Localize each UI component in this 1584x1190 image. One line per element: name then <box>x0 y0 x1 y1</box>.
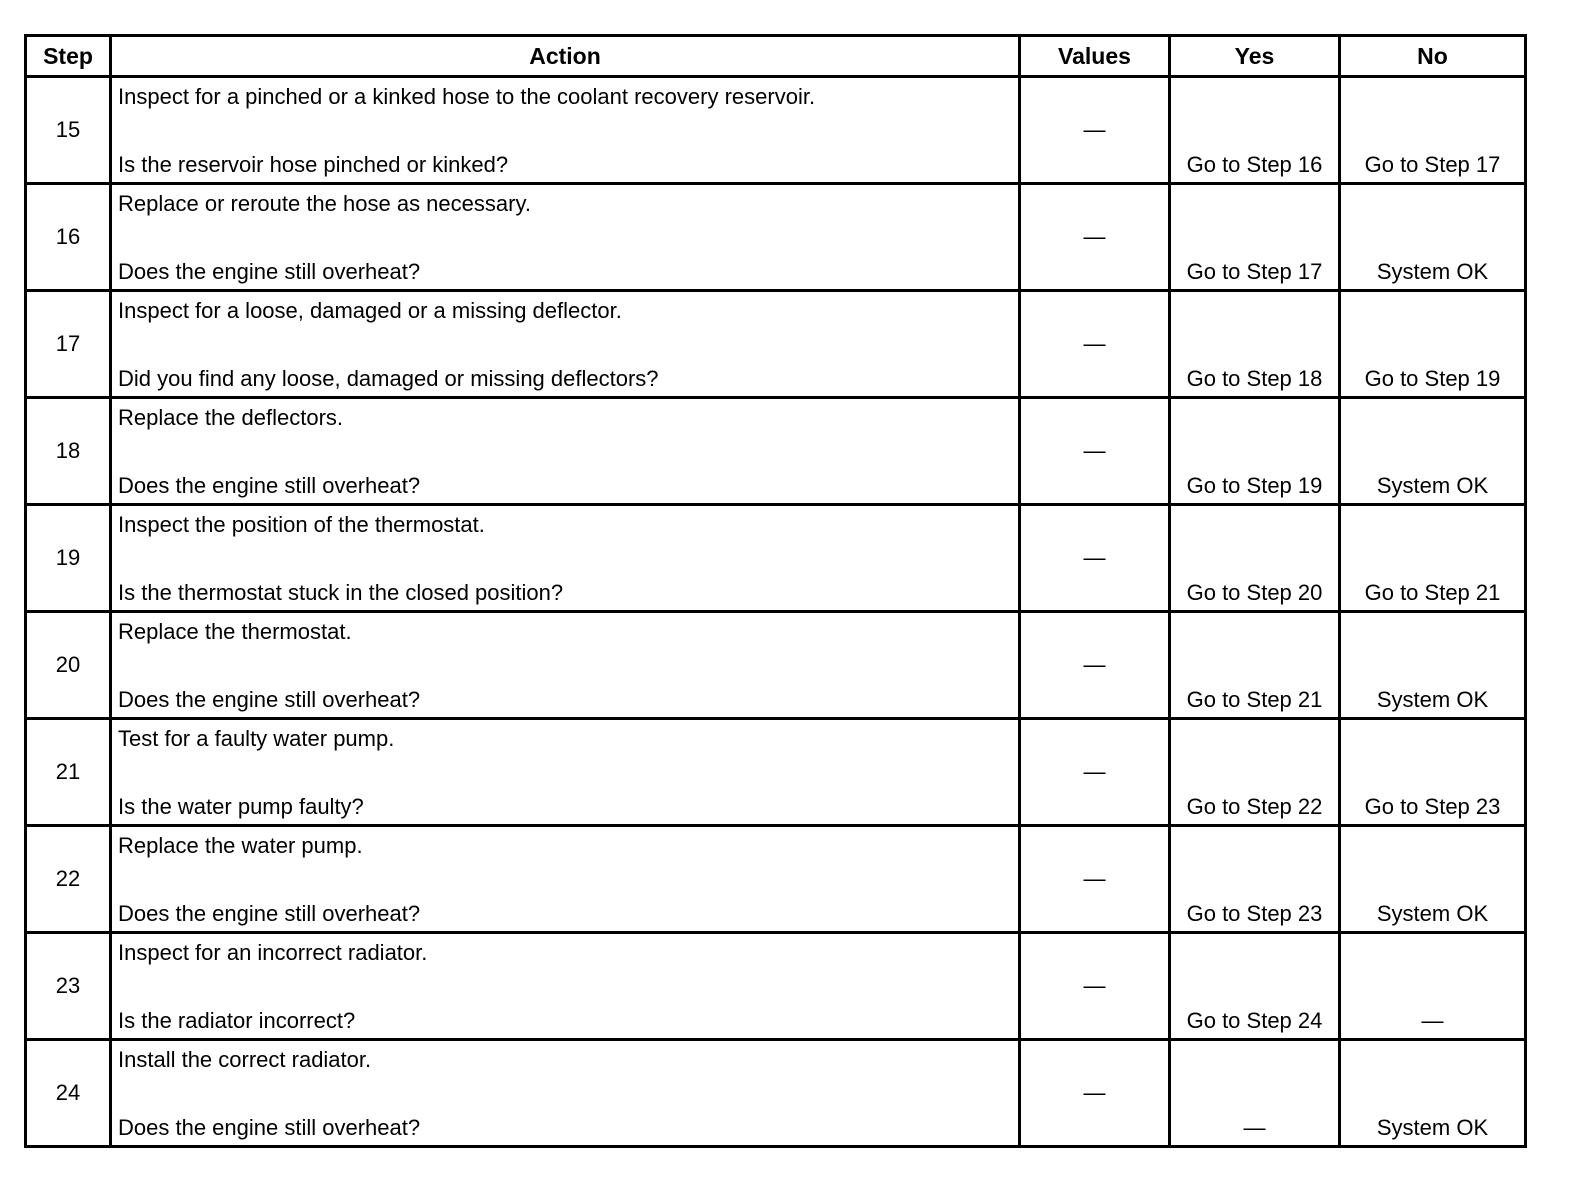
header-no: No <box>1340 36 1526 77</box>
action-instruction: Install the correct radiator. <box>118 1047 372 1072</box>
step-number: 21 <box>26 719 111 826</box>
action-instruction: Replace the deflectors. <box>118 405 344 430</box>
table-row <box>26 184 1526 291</box>
header-yes: Yes <box>1170 36 1340 77</box>
action-cell <box>111 291 1020 398</box>
action-question: Does the engine still overheat? <box>118 473 421 498</box>
no-result: — <box>1421 1008 1444 1033</box>
header-step: Step <box>26 36 111 77</box>
no-result: System OK <box>1376 901 1489 926</box>
action-instruction: Inspect for a pinched or a kinked hose to the coolant recovery reservoir. <box>118 84 816 109</box>
action-cell <box>111 505 1020 612</box>
yes-result: Go to Step 19 <box>1186 473 1323 498</box>
action-instruction: Test for a faulty water pump. <box>118 726 395 751</box>
no-cell <box>1340 719 1526 826</box>
action-cell <box>111 933 1020 1040</box>
yes-cell <box>1170 398 1340 505</box>
no-cell <box>1340 184 1526 291</box>
step-number: 20 <box>26 612 111 719</box>
values-cell: — <box>1020 184 1170 291</box>
action-instruction: Inspect for a loose, damaged or a missing deflector. <box>118 298 622 323</box>
action-instruction: Replace the thermostat. <box>118 619 352 644</box>
yes-cell <box>1170 184 1340 291</box>
step-number: 15 <box>26 77 111 184</box>
values-cell: — <box>1020 1040 1170 1147</box>
no-cell <box>1340 1040 1526 1147</box>
values-cell: — <box>1020 933 1170 1040</box>
table-row <box>26 933 1526 1040</box>
values-cell: — <box>1020 826 1170 933</box>
step-number: 18 <box>26 398 111 505</box>
step-number: 19 <box>26 505 111 612</box>
yes-result: — <box>1243 1115 1266 1140</box>
action-instruction: Replace the water pump. <box>118 833 363 858</box>
action-instruction: Inspect the position of the thermostat. <box>118 512 485 537</box>
table-row <box>26 826 1526 933</box>
action-cell <box>111 398 1020 505</box>
action-cell <box>111 1040 1020 1147</box>
action-question: Is the radiator incorrect? <box>118 1008 356 1033</box>
header-values: Values <box>1020 36 1170 77</box>
values-cell: — <box>1020 612 1170 719</box>
yes-cell <box>1170 933 1340 1040</box>
yes-cell <box>1170 826 1340 933</box>
no-result: Go to Step 23 <box>1364 794 1501 819</box>
no-result: System OK <box>1376 473 1489 498</box>
table-row <box>26 1040 1526 1147</box>
no-result: Go to Step 17 <box>1364 152 1501 177</box>
yes-result: Go to Step 16 <box>1186 152 1323 177</box>
action-instruction: Replace or reroute the hose as necessary. <box>118 191 531 216</box>
action-cell <box>111 184 1020 291</box>
diagnostic-table <box>24 34 1527 1148</box>
action-cell <box>111 719 1020 826</box>
no-cell <box>1340 398 1526 505</box>
action-question: Does the engine still overheat? <box>118 901 421 926</box>
table-body <box>26 77 1526 1147</box>
action-cell <box>111 77 1020 184</box>
action-question: Did you find any loose, damaged or missing deflectors? <box>118 366 659 391</box>
action-question: Is the reservoir hose pinched or kinked? <box>118 152 509 177</box>
yes-result: Go to Step 24 <box>1186 1008 1323 1033</box>
yes-result: Go to Step 17 <box>1186 259 1323 284</box>
values-cell: — <box>1020 719 1170 826</box>
yes-result: Go to Step 22 <box>1186 794 1323 819</box>
no-cell <box>1340 291 1526 398</box>
yes-cell <box>1170 77 1340 184</box>
table-row <box>26 291 1526 398</box>
yes-result: Go to Step 18 <box>1186 366 1323 391</box>
action-cell <box>111 826 1020 933</box>
values-cell: — <box>1020 77 1170 184</box>
table-row <box>26 398 1526 505</box>
no-cell <box>1340 933 1526 1040</box>
action-question: Does the engine still overheat? <box>118 259 421 284</box>
yes-cell <box>1170 1040 1340 1147</box>
table-row <box>26 719 1526 826</box>
table-row <box>26 77 1526 184</box>
step-number: 24 <box>26 1040 111 1147</box>
step-number: 17 <box>26 291 111 398</box>
no-result: System OK <box>1376 1115 1489 1140</box>
no-result: System OK <box>1376 687 1489 712</box>
yes-cell <box>1170 719 1340 826</box>
values-cell: — <box>1020 291 1170 398</box>
action-instruction: Inspect for an incorrect radiator. <box>118 940 428 965</box>
no-cell <box>1340 505 1526 612</box>
action-question: Is the thermostat stuck in the closed position? <box>118 580 564 605</box>
header-action: Action <box>111 36 1020 77</box>
yes-cell <box>1170 612 1340 719</box>
action-question: Does the engine still overheat? <box>118 687 421 712</box>
no-cell <box>1340 77 1526 184</box>
step-number: 22 <box>26 826 111 933</box>
yes-cell <box>1170 291 1340 398</box>
step-number: 23 <box>26 933 111 1040</box>
yes-result: Go to Step 23 <box>1186 901 1323 926</box>
no-cell <box>1340 612 1526 719</box>
header-row <box>26 36 1526 77</box>
action-cell <box>111 612 1020 719</box>
yes-result: Go to Step 21 <box>1186 687 1323 712</box>
no-cell <box>1340 826 1526 933</box>
step-number: 16 <box>26 184 111 291</box>
values-cell: — <box>1020 505 1170 612</box>
action-question: Is the water pump faulty? <box>118 794 364 819</box>
no-result: Go to Step 21 <box>1364 580 1501 605</box>
table-header <box>26 36 1526 77</box>
values-cell: — <box>1020 398 1170 505</box>
yes-result: Go to Step 20 <box>1186 580 1323 605</box>
no-result: System OK <box>1376 259 1489 284</box>
no-result: Go to Step 19 <box>1364 366 1501 391</box>
table-row <box>26 505 1526 612</box>
table-row <box>26 612 1526 719</box>
yes-cell <box>1170 505 1340 612</box>
action-question: Does the engine still overheat? <box>118 1115 421 1140</box>
